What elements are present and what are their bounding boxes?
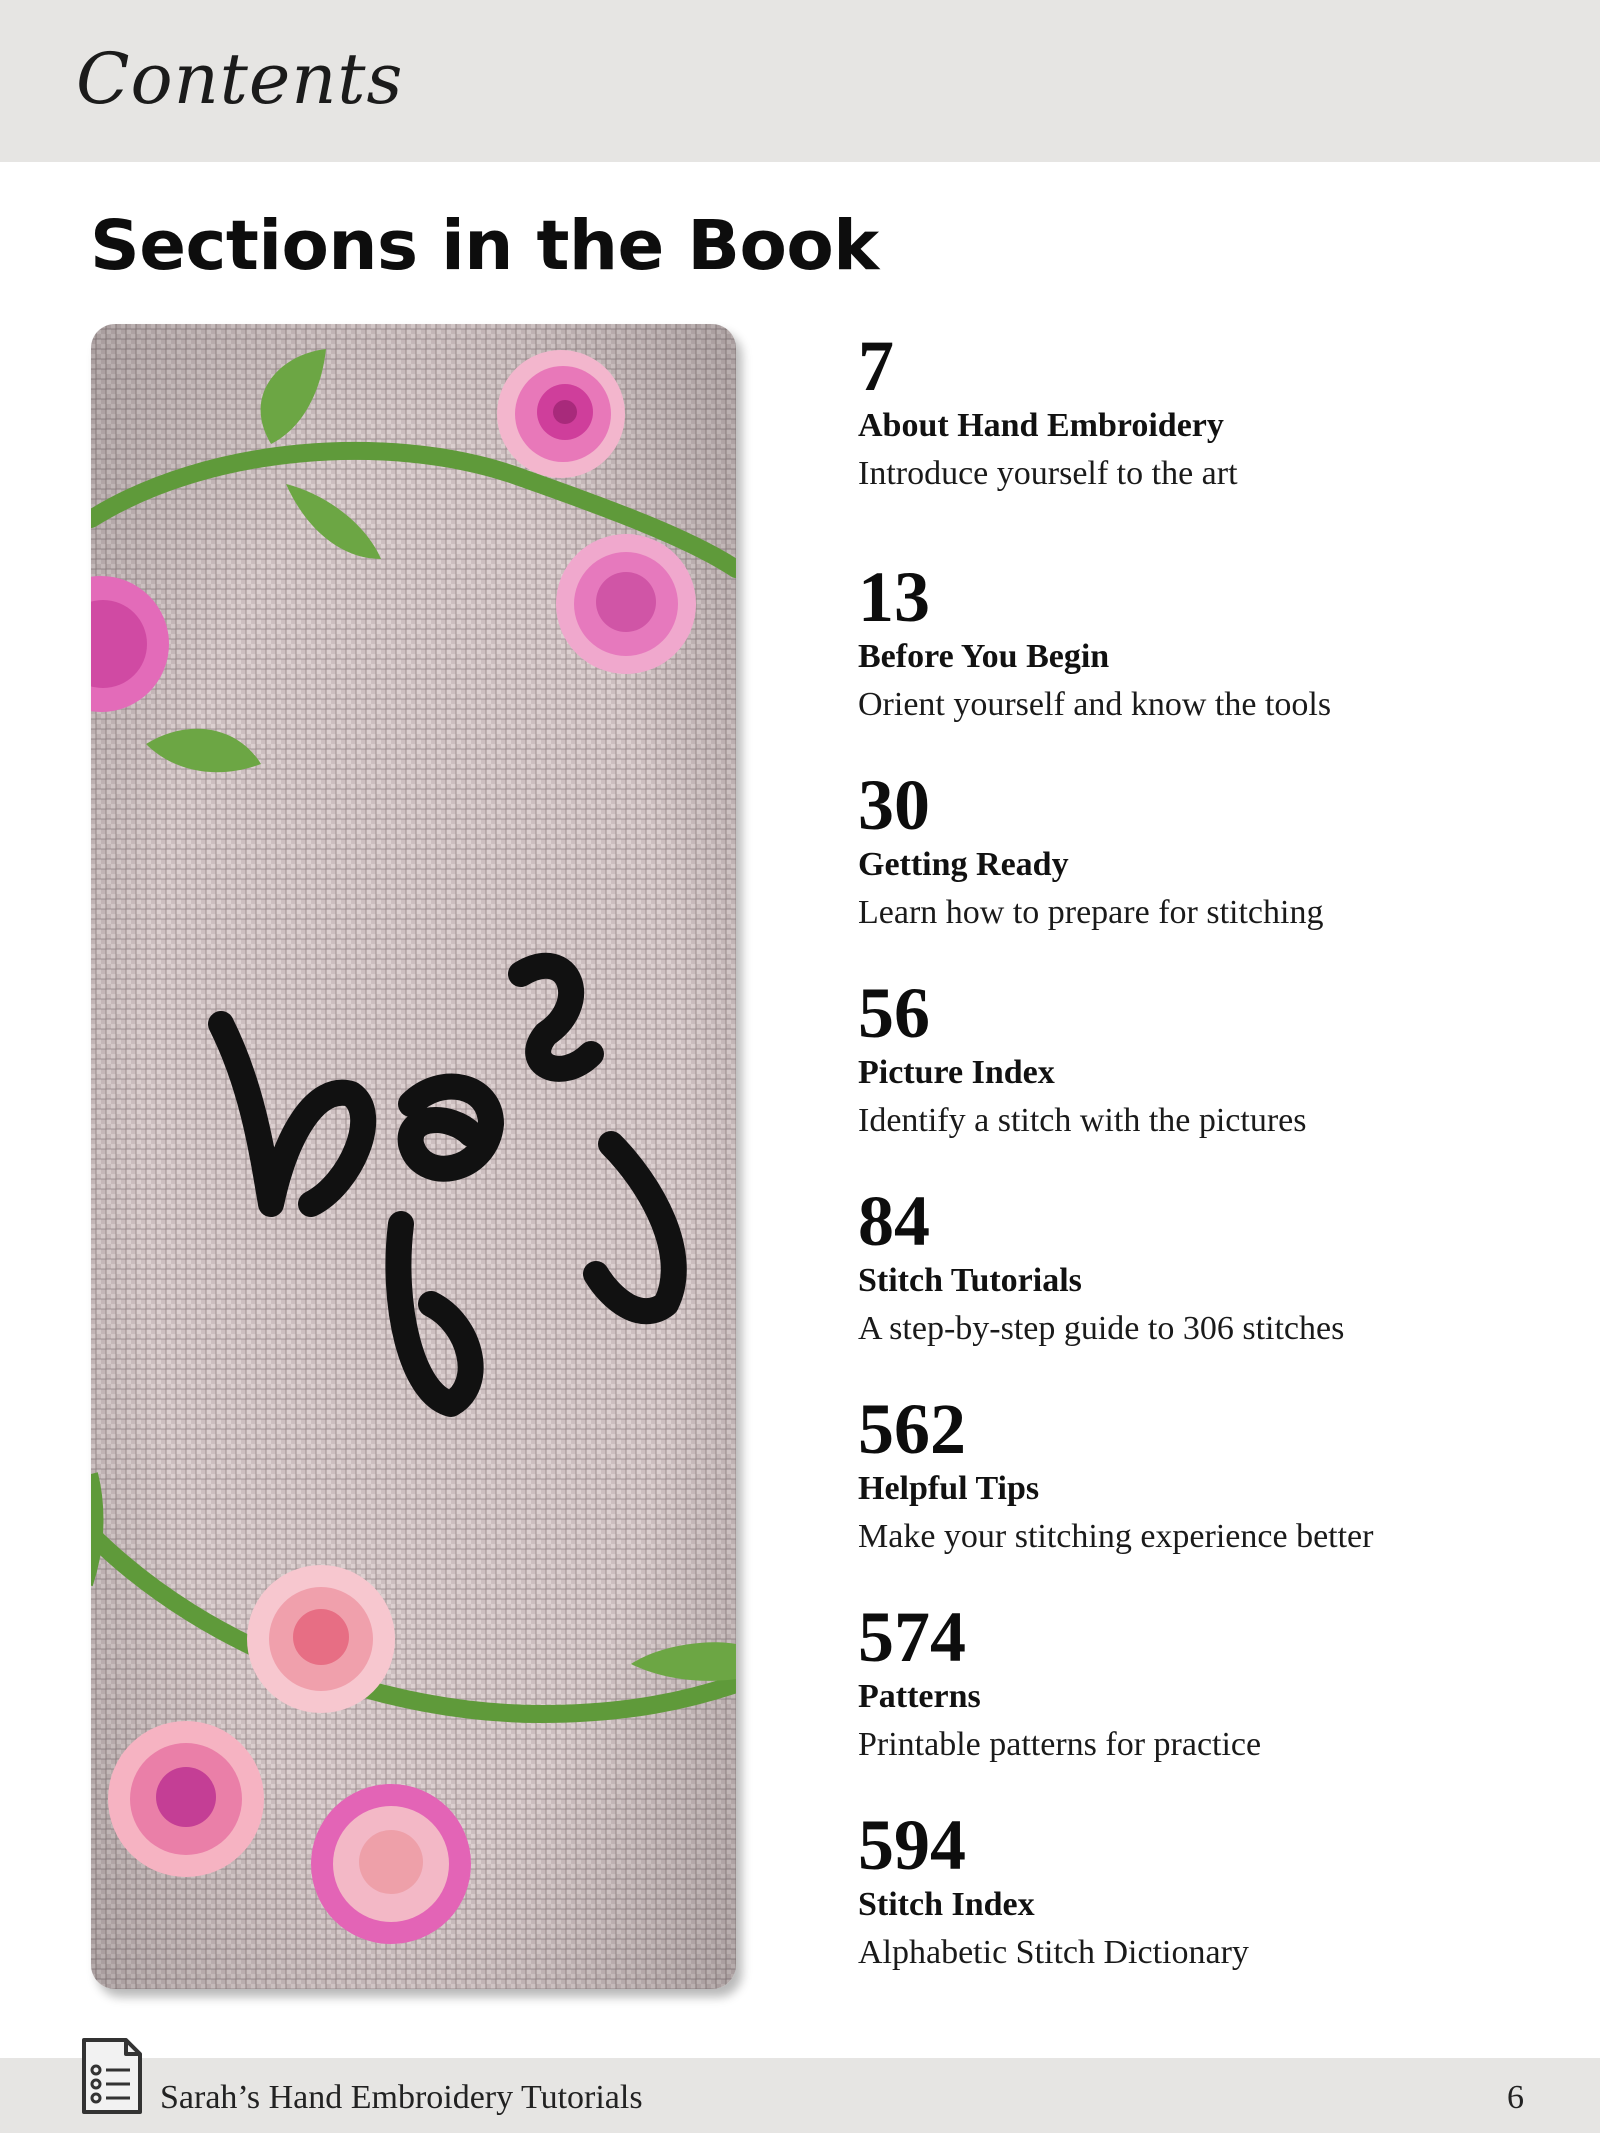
- section-page-number: 7: [858, 326, 894, 406]
- section-title: Picture Index: [858, 1054, 1055, 1091]
- list-item[interactable]: [858, 557, 1558, 725]
- list-item[interactable]: [858, 1389, 1558, 1557]
- section-page-number: 30: [858, 765, 930, 845]
- list-item[interactable]: [858, 765, 1558, 933]
- section-title: About Hand Embroidery: [858, 407, 1224, 444]
- section-title: Stitch Tutorials: [858, 1262, 1082, 1299]
- section-page-number: 56: [858, 973, 930, 1053]
- section-description: Introduce yourself to the art: [858, 455, 1238, 492]
- section-page-number: 13: [858, 557, 930, 637]
- list-item[interactable]: [858, 1805, 1558, 1973]
- section-description: Printable patterns for practice: [858, 1726, 1262, 1763]
- section-title: Helpful Tips: [858, 1470, 1040, 1507]
- list-item[interactable]: [858, 1181, 1558, 1349]
- list-item[interactable]: [858, 973, 1558, 1141]
- section-title: Getting Ready: [858, 846, 1069, 883]
- section-page-number: 574: [858, 1597, 966, 1677]
- section-description: Learn how to prepare for stitching: [858, 894, 1324, 931]
- section-title: Patterns: [858, 1678, 981, 1715]
- section-description: A step-by-step guide to 306 stitches: [858, 1310, 1345, 1347]
- section-description: Alphabetic Stitch Dictionary: [858, 1934, 1249, 1971]
- footer-book-title: Sarah’s Hand Embroidery Tutorials: [160, 2079, 643, 2116]
- section-page-number: 594: [858, 1805, 966, 1885]
- section-title: Stitch Index: [858, 1886, 1035, 1923]
- section-description: Make your stitching experience better: [858, 1518, 1374, 1555]
- section-title: Before You Begin: [858, 638, 1110, 675]
- section-description: Orient yourself and know the tools: [858, 686, 1332, 723]
- list-item[interactable]: [858, 1597, 1558, 1765]
- embroidery-photo: [91, 324, 736, 1989]
- list-item[interactable]: [858, 326, 1558, 494]
- page-number: 6: [1507, 2079, 1524, 2116]
- page-title: Contents: [76, 38, 404, 120]
- section-page-number: 84: [858, 1181, 930, 1261]
- sections-heading: Sections in the Book: [90, 206, 879, 286]
- section-description: Identify a stitch with the pictures: [858, 1102, 1307, 1139]
- section-page-number: 562: [858, 1389, 966, 1469]
- document-list-icon: [78, 2036, 146, 2123]
